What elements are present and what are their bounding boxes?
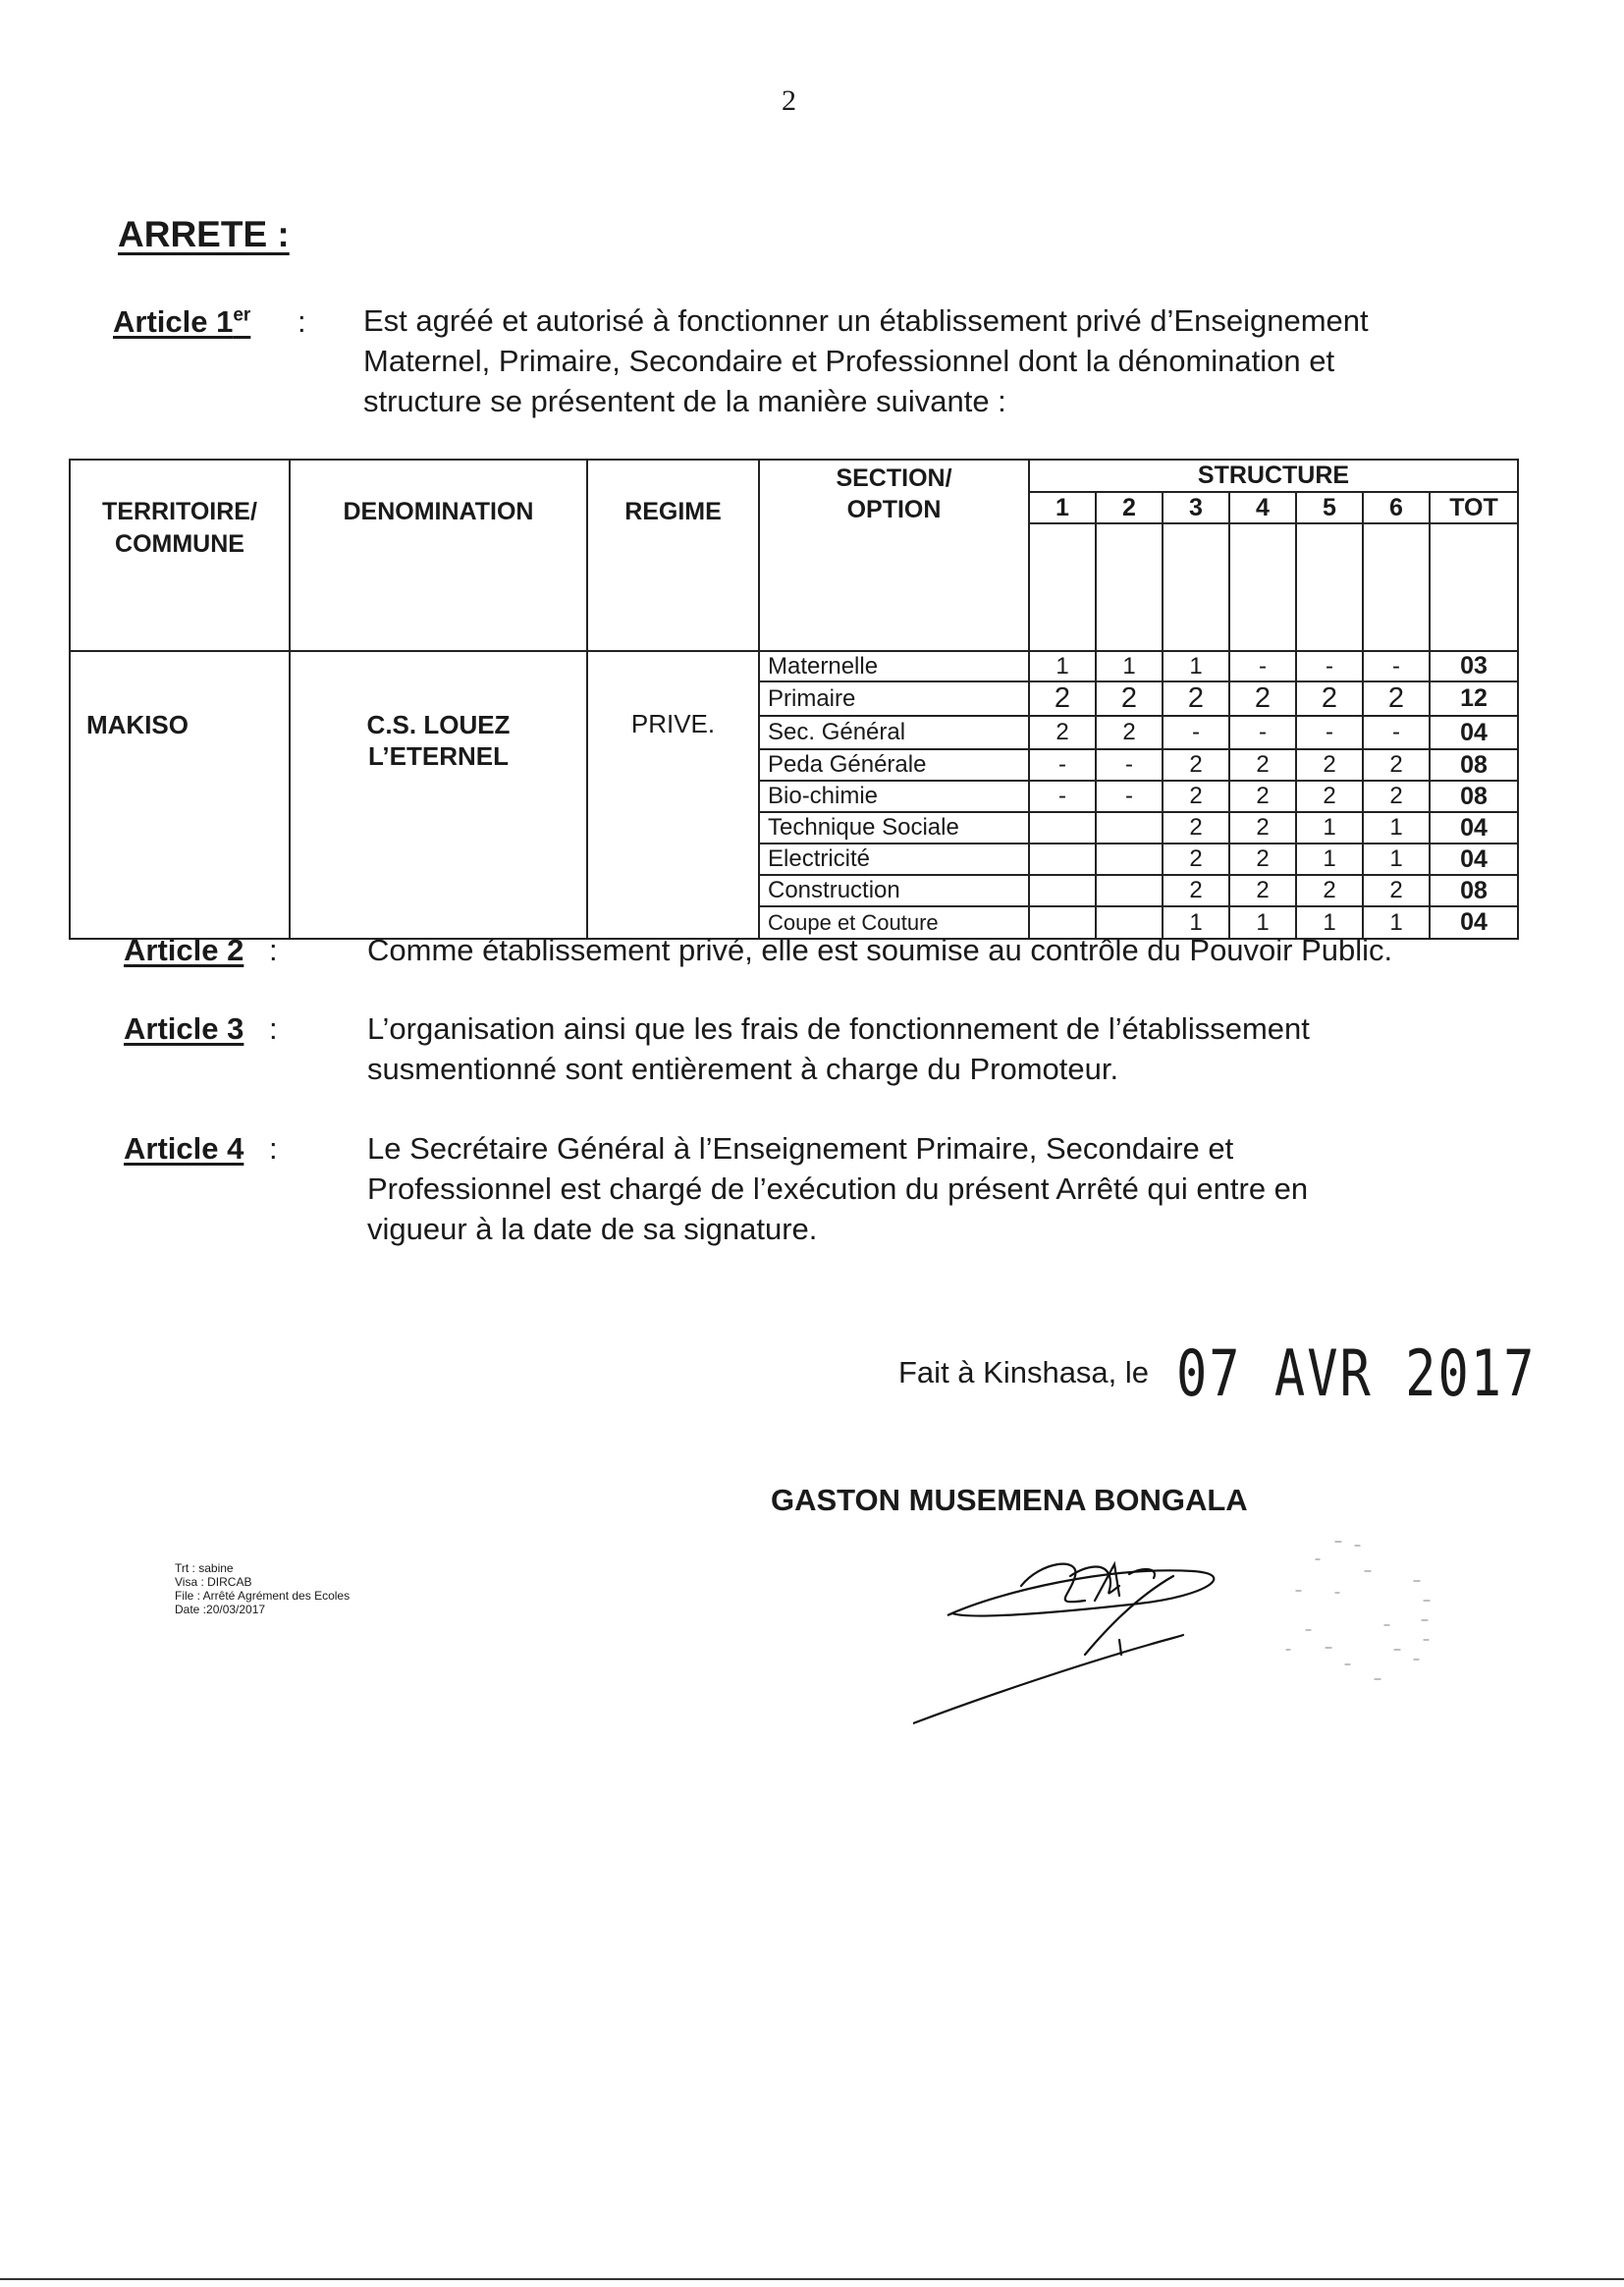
header-col-tot: TOT	[1430, 492, 1518, 523]
header-spacer	[1296, 523, 1363, 651]
article-2-colon: :	[269, 933, 278, 967]
header-col-5: 5	[1296, 492, 1363, 523]
article-1-label: Article 1er	[113, 304, 251, 339]
section-cell: Peda Générale	[759, 749, 1029, 781]
structure-cell: -	[1229, 716, 1296, 749]
structure-cell: -	[1296, 651, 1363, 681]
structure-cell: 2	[1229, 812, 1296, 844]
structure-cell: 2	[1296, 681, 1363, 716]
article-2-text: Comme établissement privé, elle est soumise au contrôle du Pouvoir Public.	[367, 933, 1393, 967]
structure-cell: -	[1163, 716, 1229, 749]
structure-table	[69, 459, 1519, 940]
structure-cell: 2	[1363, 749, 1430, 781]
structure-cell: -	[1096, 749, 1163, 781]
structure-cell: 2	[1296, 781, 1363, 812]
header-denomination: DENOMINATION	[290, 460, 587, 651]
structure-cell: 2	[1229, 844, 1296, 875]
structure-cell: 2	[1363, 681, 1430, 716]
structure-cell: 1	[1363, 906, 1430, 939]
structure-cell: 2	[1029, 681, 1096, 716]
structure-cell: 2	[1163, 812, 1229, 844]
header-col-3: 3	[1163, 492, 1229, 523]
total-cell: 04	[1430, 716, 1518, 749]
header-spacer	[1363, 523, 1430, 651]
article-3-colon: :	[269, 1011, 278, 1046]
page-number: 2	[782, 84, 796, 117]
structure-cell: -	[1096, 781, 1163, 812]
structure-cell: 2	[1029, 716, 1096, 749]
article-4-label: Article 4	[124, 1131, 244, 1166]
total-cell: 04	[1430, 812, 1518, 844]
structure-cell: 2	[1096, 716, 1163, 749]
structure-cell	[1096, 812, 1163, 844]
structure-cell: 1	[1163, 906, 1229, 939]
denomination-cell: C.S. LOUEZ L’ETERNEL	[290, 651, 587, 939]
total-cell: 12	[1430, 681, 1518, 716]
structure-cell	[1096, 875, 1163, 906]
file-metadata: Trt : sabine Visa : DIRCAB File : Arrêté Agrément des Ecoles Date :20/03/2017	[175, 1561, 351, 1616]
decree-heading: ARRETE :	[118, 214, 290, 254]
structure-cell: 2	[1363, 875, 1430, 906]
structure-cell: 2	[1229, 781, 1296, 812]
structure-cell: 1	[1096, 651, 1163, 681]
header-col-1: 1	[1029, 492, 1096, 523]
structure-cell	[1029, 812, 1096, 844]
header-structure: STRUCTURE	[1029, 460, 1518, 492]
bottom-rule	[0, 2278, 1624, 2280]
header-col-6: 6	[1363, 492, 1430, 523]
regime-cell: PRIVE.	[587, 651, 759, 939]
structure-cell: 1	[1296, 844, 1363, 875]
header-territoire: TERRITOIRE/ COMMUNE	[70, 460, 290, 651]
article-1-text: Est agréé et autorisé à fonctionner un établissement privé d’Enseignement Maternel, Primaire, Secondaire et Professionnel dont la dénomination et structure se présentent de la manière suivante :	[363, 303, 1369, 418]
structure-cell: 1	[1163, 651, 1229, 681]
structure-cell: 1	[1029, 651, 1096, 681]
total-cell: 04	[1430, 906, 1518, 939]
article-2-label: Article 2	[124, 933, 244, 967]
article-3-text: L’organisation ainsi que les frais de fonctionnement de l’établissement susmentionné sont entièrement à charge du Promoteur.	[367, 1011, 1310, 1086]
structure-cell: 1	[1363, 844, 1430, 875]
section-cell: Maternelle	[759, 651, 1029, 681]
structure-cell: 2	[1096, 681, 1163, 716]
article-1-colon: :	[298, 304, 306, 339]
structure-cell	[1029, 875, 1096, 906]
place-of-signing: Fait à Kinshasa, le	[898, 1355, 1150, 1389]
header-col-2: 2	[1096, 492, 1163, 523]
structure-cell: -	[1029, 781, 1096, 812]
section-cell: Bio-chimie	[759, 781, 1029, 812]
structure-cell: 2	[1296, 875, 1363, 906]
total-cell: 04	[1430, 844, 1518, 875]
section-cell: Sec. Général	[759, 716, 1029, 749]
structure-cell	[1029, 844, 1096, 875]
structure-cell: 1	[1363, 812, 1430, 844]
territoire-cell: MAKISO	[70, 651, 290, 939]
section-cell: Primaire	[759, 681, 1029, 716]
total-cell: 08	[1430, 749, 1518, 781]
date-stamp: 07 AVR 2017	[1176, 1337, 1537, 1411]
article-4-colon: :	[269, 1131, 278, 1166]
structure-cell: -	[1229, 651, 1296, 681]
structure-cell: 1	[1229, 906, 1296, 939]
structure-cell: 2	[1163, 781, 1229, 812]
section-cell: Technique Sociale	[759, 812, 1029, 844]
section-cell: Electricité	[759, 844, 1029, 875]
total-cell: 03	[1430, 651, 1518, 681]
structure-cell: -	[1363, 651, 1430, 681]
signature-image	[913, 1547, 1306, 1733]
faint-stamp-image	[1276, 1532, 1473, 1699]
structure-cell: 2	[1229, 681, 1296, 716]
header-spacer	[1096, 523, 1163, 651]
header-section: SECTION/ OPTION	[759, 460, 1029, 651]
structure-cell: 2	[1163, 749, 1229, 781]
header-regime: REGIME	[587, 460, 759, 651]
total-cell: 08	[1430, 781, 1518, 812]
structure-cell: 2	[1229, 875, 1296, 906]
section-cell: Construction	[759, 875, 1029, 906]
structure-cell: 2	[1163, 681, 1229, 716]
structure-cell: 2	[1163, 875, 1229, 906]
structure-cell: -	[1296, 716, 1363, 749]
article-4-text: Le Secrétaire Général à l’Enseignement Primaire, Secondaire et Professionnel est chargé de l’exécution du présent Arrêté qui entre en vigueur à la date de sa signature.	[367, 1131, 1309, 1246]
structure-cell: 1	[1296, 812, 1363, 844]
signatory-name: GASTON MUSEMENA BONGALA	[771, 1483, 1248, 1517]
header-spacer	[1029, 523, 1096, 651]
structure-cell: 2	[1296, 749, 1363, 781]
structure-cell	[1096, 844, 1163, 875]
header-spacer	[1229, 523, 1296, 651]
structure-cell: 2	[1363, 781, 1430, 812]
table-row	[70, 651, 1518, 681]
section-cell: Coupe et Couture	[759, 906, 1029, 939]
header-spacer	[1163, 523, 1229, 651]
total-cell: 08	[1430, 875, 1518, 906]
structure-cell: 2	[1229, 749, 1296, 781]
structure-cell: -	[1029, 749, 1096, 781]
article-3-label: Article 3	[124, 1011, 244, 1046]
structure-cell: -	[1363, 716, 1430, 749]
header-spacer	[1430, 523, 1518, 651]
structure-cell: 1	[1296, 906, 1363, 939]
structure-cell: 2	[1163, 844, 1229, 875]
header-col-4: 4	[1229, 492, 1296, 523]
